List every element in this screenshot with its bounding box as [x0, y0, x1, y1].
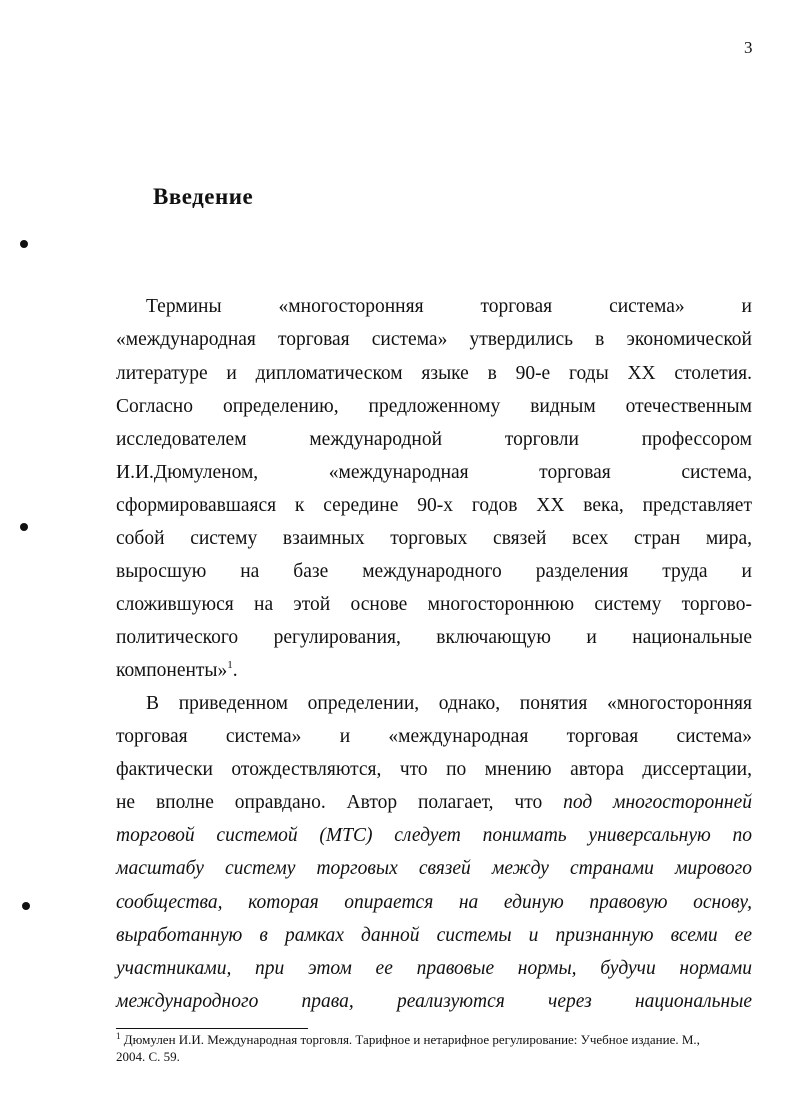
paragraph-line: международного права, реализуются через национальные: [116, 991, 752, 1012]
paragraph-line: И.И.Дюмуленом, «международная торговая система,: [116, 462, 752, 483]
scan-mark: [20, 523, 28, 531]
line-end: .: [232, 660, 238, 681]
scan-mark: [20, 240, 28, 248]
paragraph-line: торговой системой (МТС) следует понимать универсальную по: [116, 825, 752, 846]
footnote-marker: 1: [116, 1031, 121, 1041]
paragraph-line: выработанную в рамках данной системы и признанную всеми ее: [116, 925, 752, 946]
paragraph-line: участниками, при этом ее правовые нормы, будучи нормами: [116, 958, 752, 979]
paragraph-line: [116, 659, 752, 683]
page-number: 3: [744, 38, 753, 57]
paragraph-line: Согласно определению, предложенному видным отечественным: [116, 396, 752, 417]
footnote-line: 2004. С. 59.: [116, 1049, 180, 1064]
emphasis-text: под многосторонней: [563, 792, 753, 813]
paragraph-line: собой систему взаимных торговых связей всех стран мира,: [116, 528, 752, 549]
section-heading: Введение: [153, 184, 254, 209]
paragraph-line: торговая система» и «международная торговая система»: [116, 726, 752, 747]
footnote: [116, 1032, 736, 1048]
paragraph-line: сложившуюся на этой основе многостороннюю систему торгово-: [116, 594, 752, 615]
paragraph-line: «международная торговая система» утвердились в экономической: [116, 329, 752, 350]
paragraph-line: [116, 791, 752, 815]
line-text: компоненты»: [116, 660, 228, 681]
paragraph-line: Термины «многосторонняя торговая система» и: [146, 296, 752, 317]
paragraph-line: исследователем международной торговли профессором: [116, 429, 752, 450]
paragraph-line: политического регулирования, включающую и национальные: [116, 627, 752, 648]
paragraph-line: сообщества, которая опирается на единую правовую основу,: [116, 892, 752, 913]
paragraph-line: В приведенном определении, однако, понятия «многосторонняя: [146, 693, 752, 714]
footnote-rule: [116, 1028, 308, 1029]
paragraph-line: сформировавшаяся к середине 90-х годов ХХ века, представляет: [116, 495, 752, 516]
footnote-line: Дюмулен И.И. Международная торговля. Тарифное и нетарифное регулирование: Учебное издание. М.,: [123, 1032, 700, 1047]
paragraph-line: выросшую на базе международного разделения труда и: [116, 561, 752, 582]
paragraph-line: фактически отождествляются, что по мнению автора диссертации,: [116, 759, 752, 780]
scan-mark: [22, 902, 30, 910]
paragraph-line: литературе и дипломатическом языке в 90-е годы ХХ столетия.: [116, 363, 752, 384]
paragraph-line: масштабу систему торговых связей между странами мирового: [116, 858, 752, 879]
line-text: не вполне оправдано. Автор полагает, что: [116, 792, 543, 813]
footnote-reference: 1: [227, 659, 233, 671]
